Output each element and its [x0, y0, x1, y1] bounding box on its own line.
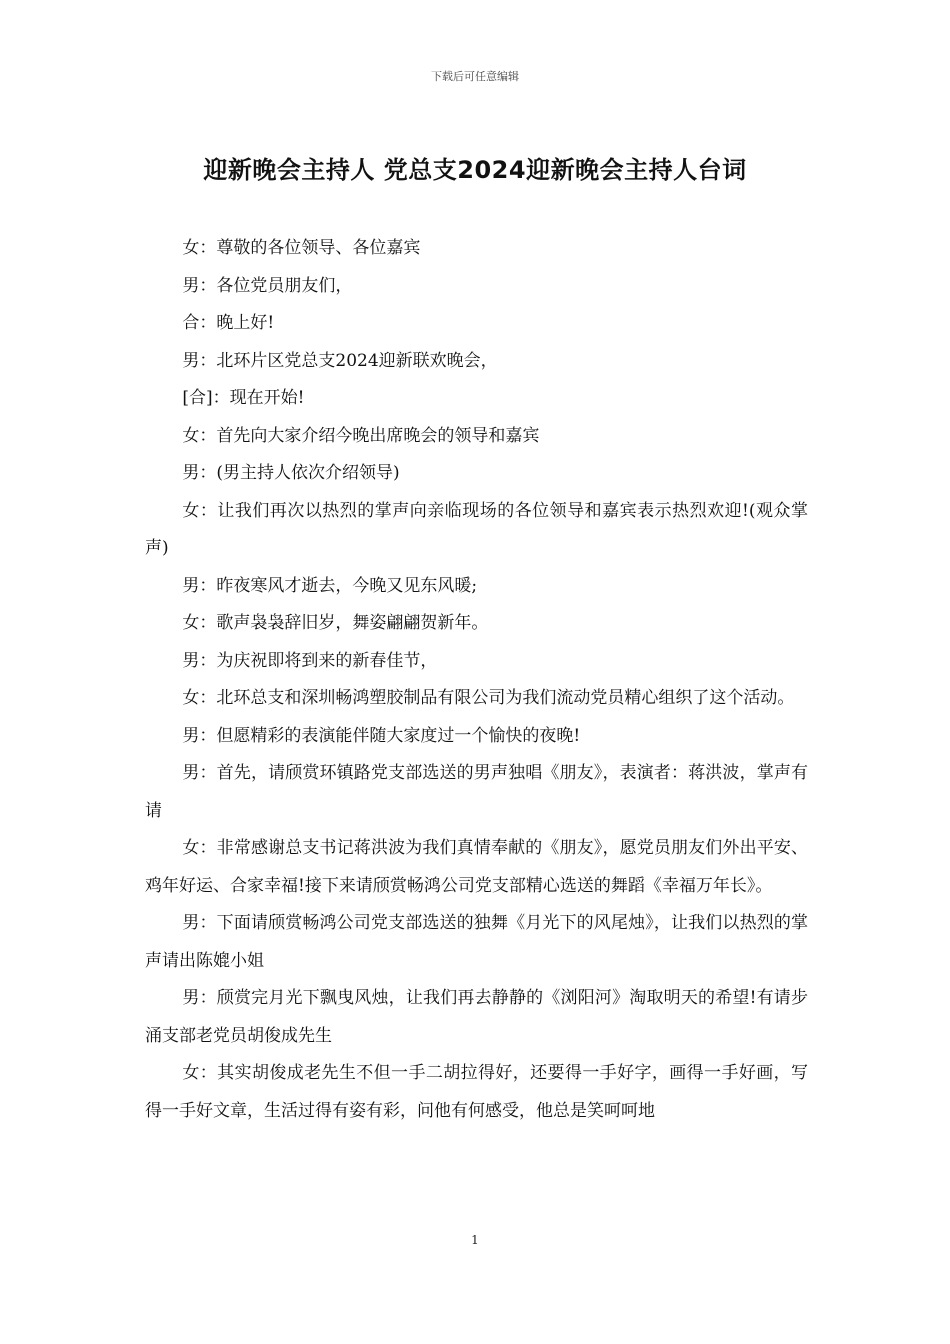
- paragraph: 女：让我们再次以热烈的掌声向亲临现场的各位领导和嘉宾表示热烈欢迎!(观众掌声): [145, 500, 808, 558]
- document-body: [145, 230, 808, 1130]
- paragraph: [合]：现在开始!: [182, 388, 305, 408]
- paragraph: 男：昨夜寒风才逝去，今晚又见东风暖;: [182, 575, 478, 596]
- paragraph: 男：北环片区党总支2024迎新联欢晚会，: [182, 350, 498, 371]
- paragraph: 女：非常感谢总支书记蒋洪波为我们真情奉献的《朋友》，愿党员朋友们外出平安、鸡年好运、合家幸福!接下来请颀赏畅鸿公司党支部精心选送的舞蹈《幸福万年长》。: [145, 838, 808, 896]
- paragraph: 女：其实胡俊成老先生不但一手二胡拉得好，还要得一手好字，画得一手好画，写得一手好文章，生活过得有姿有彩，问他有何感受，他总是笑呵呵地: [145, 1063, 808, 1121]
- page-number: 1: [471, 1233, 479, 1247]
- paragraph: 男：但愿精彩的表演能伴随大家度过一个愉快的夜晚!: [182, 725, 581, 746]
- paragraph: 女：首先向大家介绍今晚出席晚会的领导和嘉宾: [182, 425, 540, 446]
- paragraph: 男：为庆祝即将到来的新春佳节，: [182, 650, 438, 671]
- paragraph: 合：晚上好!: [182, 313, 275, 333]
- paragraph: 男：颀赏完月光下飘曳风烛，让我们再去静静的《浏阳河》淘取明天的希望!有请步涌支部老党员胡俊成先生: [145, 988, 808, 1046]
- paragraph: 男：下面请颀赏畅鸿公司党支部选送的独舞《月光下的风尾烛》，让我们以热烈的掌声请出陈媲小姐: [145, 913, 808, 971]
- paragraph: 女：北环总支和深圳畅鸿塑胶制品有限公司为我们流动党员精心组织了这个活动。: [182, 688, 795, 708]
- paragraph: 男：(男主持人依次介绍领导): [182, 463, 400, 483]
- document-title: 迎新晚会主持人 党总支2024迎新晚会主持人台词: [203, 156, 747, 184]
- page-header-note: 下载后可任意编辑: [431, 70, 519, 83]
- paragraph: 男：首先，请颀赏环镇路党支部选送的男声独唱《朋友》，表演者：蒋洪波，掌声有请: [145, 763, 808, 821]
- paragraph: 女：尊敬的各位领导、各位嘉宾: [182, 238, 421, 258]
- paragraph: 男：各位党员朋友们，: [182, 275, 353, 296]
- paragraph: 女：歌声袅袅辞旧岁，舞姿翩翩贺新年。: [182, 613, 489, 633]
